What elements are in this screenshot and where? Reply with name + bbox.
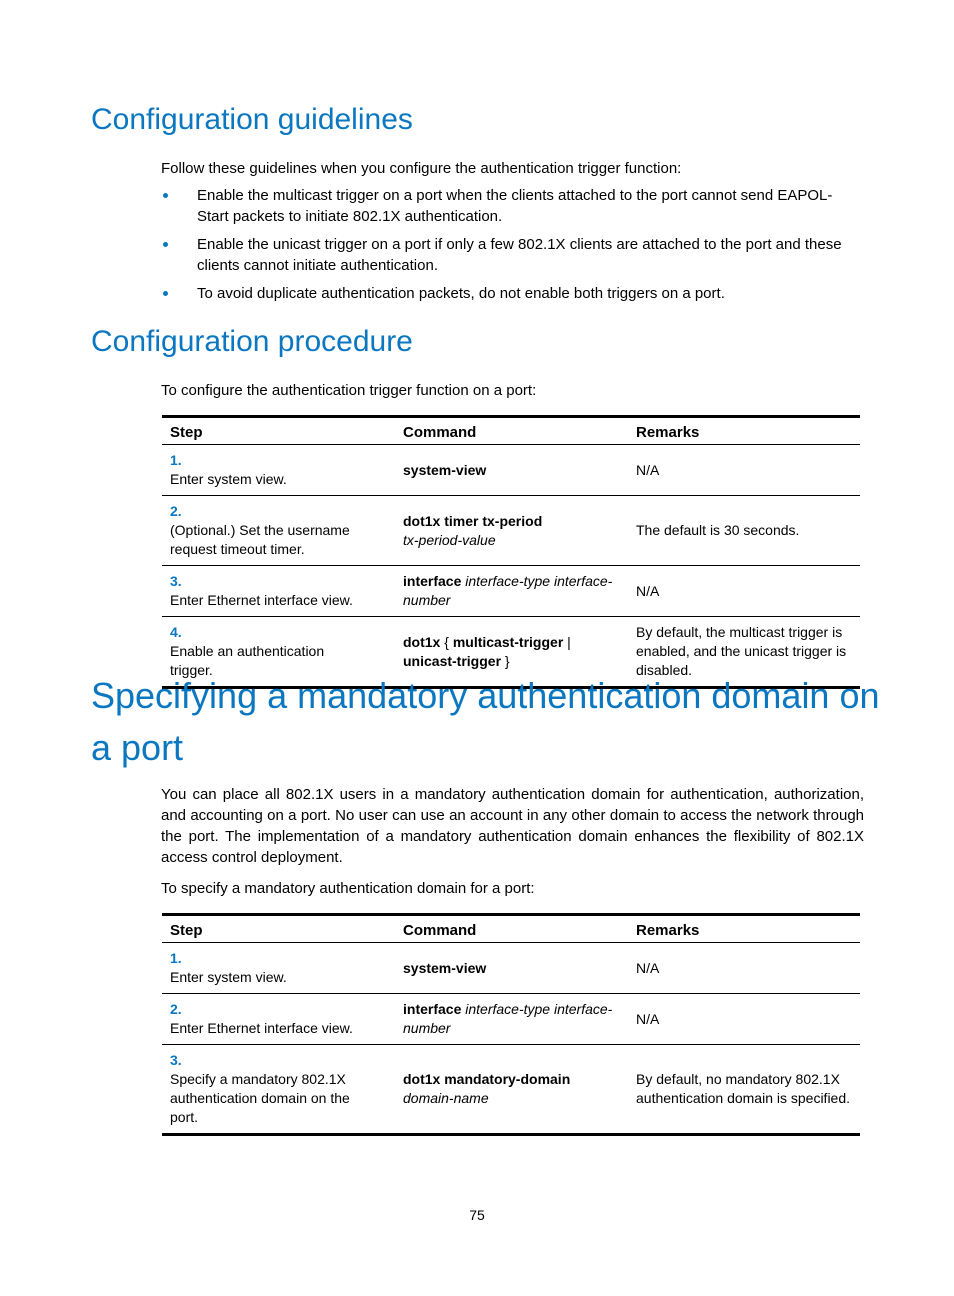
step-number: 4.	[170, 624, 182, 640]
procedure-intro: To configure the authentication trigger function on a port:	[161, 382, 537, 399]
step-text: (Optional.) Set the username request timeout timer.	[170, 522, 350, 557]
table-row	[162, 994, 860, 1045]
page-number: 75	[469, 1207, 485, 1223]
remarks-cell: N/A	[628, 943, 860, 994]
remarks-cell: N/A	[628, 445, 860, 496]
step-number: 3.	[170, 573, 182, 589]
bullet-icon	[163, 242, 168, 247]
column-header-remarks: Remarks	[628, 417, 860, 445]
command-keyword: system-view	[403, 461, 487, 478]
column-header-command: Command	[395, 417, 628, 445]
step-cell	[162, 496, 395, 566]
step-text: Enter system view.	[170, 969, 287, 985]
remarks-cell: The default is 30 seconds.	[628, 496, 860, 566]
command-keyword: system-view	[403, 959, 487, 976]
command-cell	[395, 566, 628, 617]
command-argument: interface-type interface-number	[403, 1001, 613, 1036]
command-keyword: dot1x	[403, 633, 441, 650]
column-header-remarks: Remarks	[628, 915, 860, 943]
mandatory-domain-intro: To specify a mandatory authentication domain for a port:	[161, 880, 535, 897]
command-cell	[395, 445, 628, 496]
remarks-cell: By default, the multicast trigger is enabled, and the unicast trigger is disabled.	[628, 617, 860, 688]
guidelines-list	[161, 185, 864, 304]
section-title-mandatory-domain: Specifying a mandatory authentication domain on a port	[91, 675, 880, 768]
column-header-command: Command	[395, 915, 628, 943]
step-number: 1.	[170, 950, 182, 966]
table-header-row	[162, 915, 860, 943]
step-text: Enable an authentication trigger.	[170, 643, 325, 678]
command-brace-close: }	[504, 652, 510, 669]
table-row	[162, 496, 860, 566]
command-keyword: dot1x mandatory-domain	[403, 1071, 571, 1087]
mandatory-domain-table	[162, 913, 860, 1136]
table-row	[162, 566, 860, 617]
step-cell	[162, 943, 395, 994]
command-cell	[395, 994, 628, 1045]
section-title-guidelines: Configuration guidelines	[91, 103, 413, 136]
command-keyword: interface	[403, 573, 462, 589]
command-argument: domain-name	[403, 1090, 489, 1106]
list-item	[161, 234, 864, 276]
trigger-config-table	[162, 415, 860, 689]
remarks-cell: N/A	[628, 994, 860, 1045]
section-title-procedure: Configuration procedure	[91, 325, 413, 358]
list-item	[161, 185, 864, 227]
command-argument: interface-type interface-number	[403, 573, 613, 608]
step-number: 3.	[170, 1052, 182, 1068]
mandatory-domain-description: You can place all 802.1X users in a mandatory authentication domain for authentication, authorization, and accounting on a port. No user can use an account in any other domain to access the network through the port. The implementation of a mandatory authentication domain enhances the flexibility of 802.1X access control deployment.	[161, 786, 864, 866]
bullet-icon	[163, 291, 168, 296]
table-header-row	[162, 417, 860, 445]
step-cell	[162, 566, 395, 617]
remarks-cell: N/A	[628, 566, 860, 617]
list-item-text: Enable the multicast trigger on a port when the clients attached to the port cannot send EAPOL-Start packets to initiate 802.1X authentication.	[197, 187, 833, 225]
command-cell	[395, 496, 628, 566]
step-cell	[162, 1045, 395, 1135]
step-text: Enter Ethernet interface view.	[170, 592, 353, 608]
step-text: Enter system view.	[170, 471, 287, 487]
guidelines-intro: Follow these guidelines when you configure the authentication trigger function:	[161, 160, 682, 177]
list-item-text: To avoid duplicate authentication packets, do not enable both triggers on a port.	[197, 285, 725, 302]
step-cell	[162, 994, 395, 1045]
step-text: Enter Ethernet interface view.	[170, 1020, 353, 1036]
column-header-step: Step	[162, 417, 395, 445]
step-number: 2.	[170, 503, 182, 519]
remarks-cell: By default, no mandatory 802.1X authentication domain is specified.	[628, 1045, 860, 1135]
command-keyword: interface	[403, 1001, 462, 1017]
command-keyword: multicast-trigger	[452, 633, 564, 650]
step-text: Specify a mandatory 802.1X authentication domain on the port.	[170, 1071, 350, 1125]
command-keyword: dot1x timer tx-period	[403, 512, 543, 529]
table-row	[162, 943, 860, 994]
column-header-step: Step	[162, 915, 395, 943]
command-cell	[395, 1045, 628, 1135]
command-cell	[395, 943, 628, 994]
step-number: 1.	[170, 452, 182, 468]
list-item	[161, 283, 864, 304]
table-row	[162, 445, 860, 496]
command-brace-open: {	[444, 633, 449, 650]
list-item-text: Enable the unicast trigger on a port if only a few 802.1X clients are attached to the port and these clients cannot initiate authentication.	[197, 236, 842, 274]
command-argument: tx-period-value	[403, 531, 496, 548]
step-cell	[162, 445, 395, 496]
table-row	[162, 1045, 860, 1135]
command-keyword: unicast-trigger	[403, 652, 502, 669]
bullet-icon	[163, 193, 168, 198]
command-separator: |	[567, 633, 571, 650]
step-number: 2.	[170, 1001, 182, 1017]
